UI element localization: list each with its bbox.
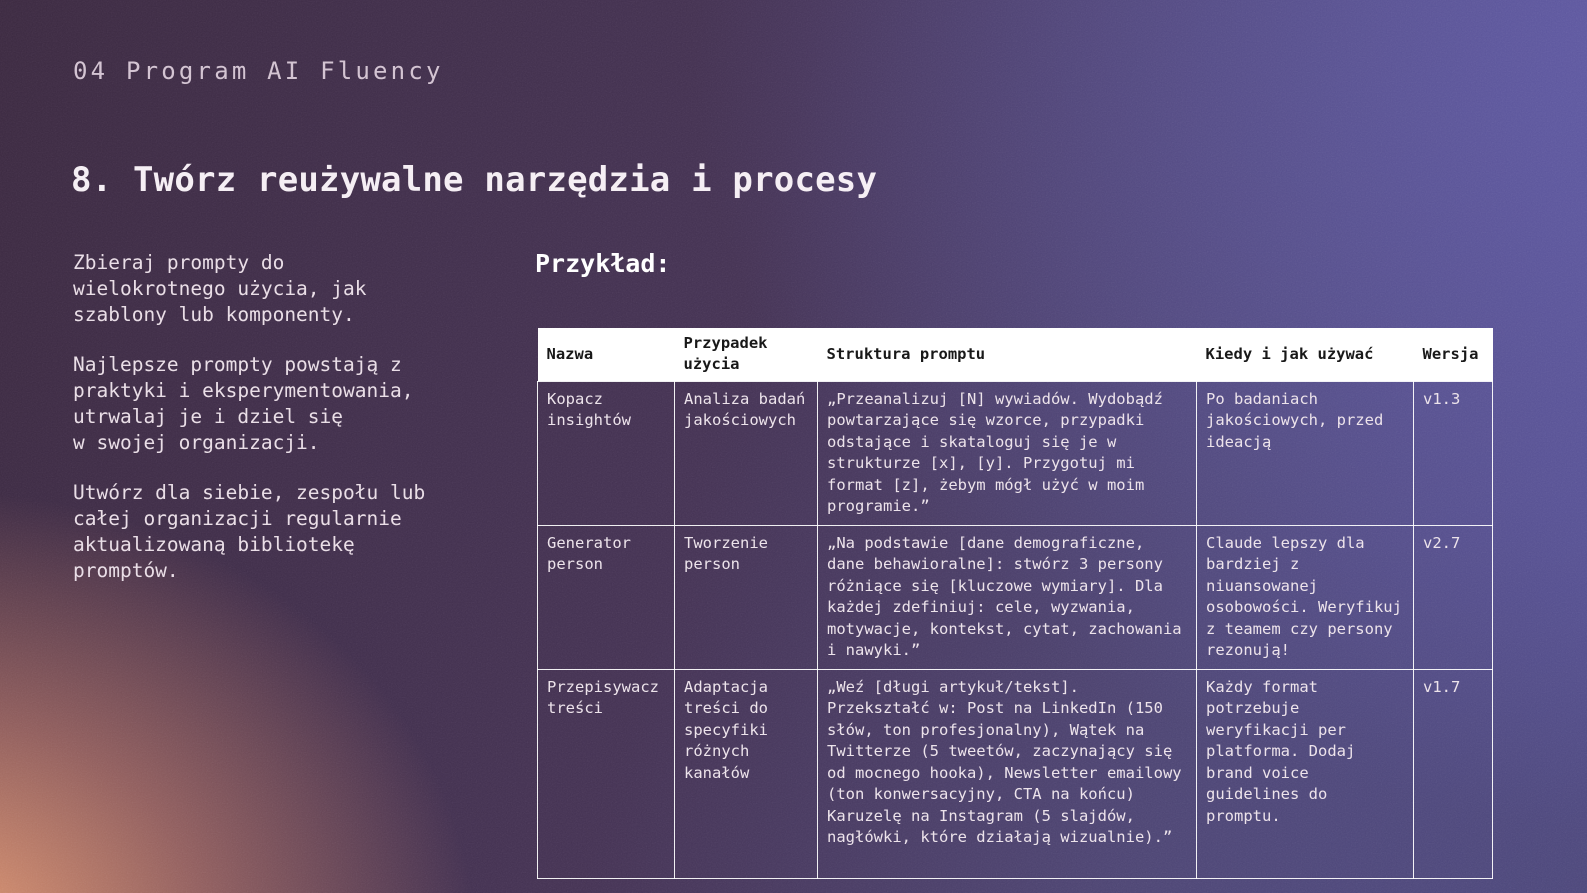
table-cell-przypadek: Tworzenie person [675,525,818,669]
table-cell-kiedy: Każdy format potrzebuje weryfikacji per platforma. Dodaj brand voice guidelines do promptu. [1197,669,1414,878]
table-cell-przypadek: Adaptacja treści do specyfiki różnych kanałów [675,669,818,878]
table-cell-wersja: v2.7 [1414,525,1493,669]
column-header-kiedy-i-jak-uzywac: Kiedy i jak używać [1197,328,1414,381]
column-header-wersja: Wersja [1414,328,1493,381]
table-cell-struktura: „Na podstawie [dane demograficzne, dane behawioralne]: stwórz 3 persony różniące się [kluczowe wymiary]. Dla każdej zdefiniuj: cele, wyzwania, motywacje, kontekst, cytat, zachowania i nawyki.” [818,525,1197,669]
intro-paragraph: Zbieraj prompty do wielokrotnego użycia, jak szablony lub komponenty. [73,251,367,326]
column-header-struktura-promptu: Struktura promptu [818,328,1197,381]
table-cell-przypadek: Analiza badań jakościowych [675,381,818,525]
table-header-row [538,328,1493,381]
intro-paragraph: Najlepsze prompty powstają z praktyki i eksperymentowania, utrwalaj je i dziel się w swojej organizacji. [73,353,414,454]
table-row [538,525,1493,669]
table-row [538,669,1493,878]
example-label: Przykład: [535,249,671,278]
intro-text [73,250,435,608]
intro-paragraph: Utwórz dla siebie, zespołu lub całej organizacji regularnie aktualizowaną bibliotekę promptów. [73,481,426,582]
table-cell-kiedy: Po badaniach jakościowych, przed ideacją [1197,381,1414,525]
table-cell-nazwa: Kopacz insightów [538,381,675,525]
table-cell-struktura: „Weź [długi artykuł/tekst]. Przekształć w: Post na LinkedIn (150 słów, ton profesjonalny), Wątek na Twitterze (5 tweetów, zaczynający się od mocnego hooka), Newsletter emailowy (ton konwersacyjny, CTA na końcu) Karuzelę na Instagram (5 slajdów, nagłówki, które działają wizualnie).” [818,669,1197,878]
page-title: 8. Twórz reużywalne narzędzia i procesy [71,160,878,200]
table-cell-struktura: „Przeanalizuj [N] wywiadów. Wydobądź powtarzające się wzorce, przypadki odstające i skataloguj się je w strukturze [x], [y]. Przygotuj mi format [z], żebym mógł użyć w moim programie.” [818,381,1197,525]
table-cell-kiedy: Claude lepszy dla bardziej z niuansowanej osobowości. Weryfikuj z teamem czy persony rezonują! [1197,525,1414,669]
table-row [538,381,1493,525]
table-cell-wersja: v1.3 [1414,381,1493,525]
table-cell-nazwa: Generator person [538,525,675,669]
eyebrow: 04 Program AI Fluency [73,57,444,85]
table-cell-wersja: v1.7 [1414,669,1493,878]
table-cell-nazwa: Przepisywacz treści [538,669,675,878]
column-header-przypadek-uzycia: Przypadek użycia [675,328,818,381]
prompt-library-table [537,328,1493,879]
column-header-nazwa: Nazwa [538,328,675,381]
